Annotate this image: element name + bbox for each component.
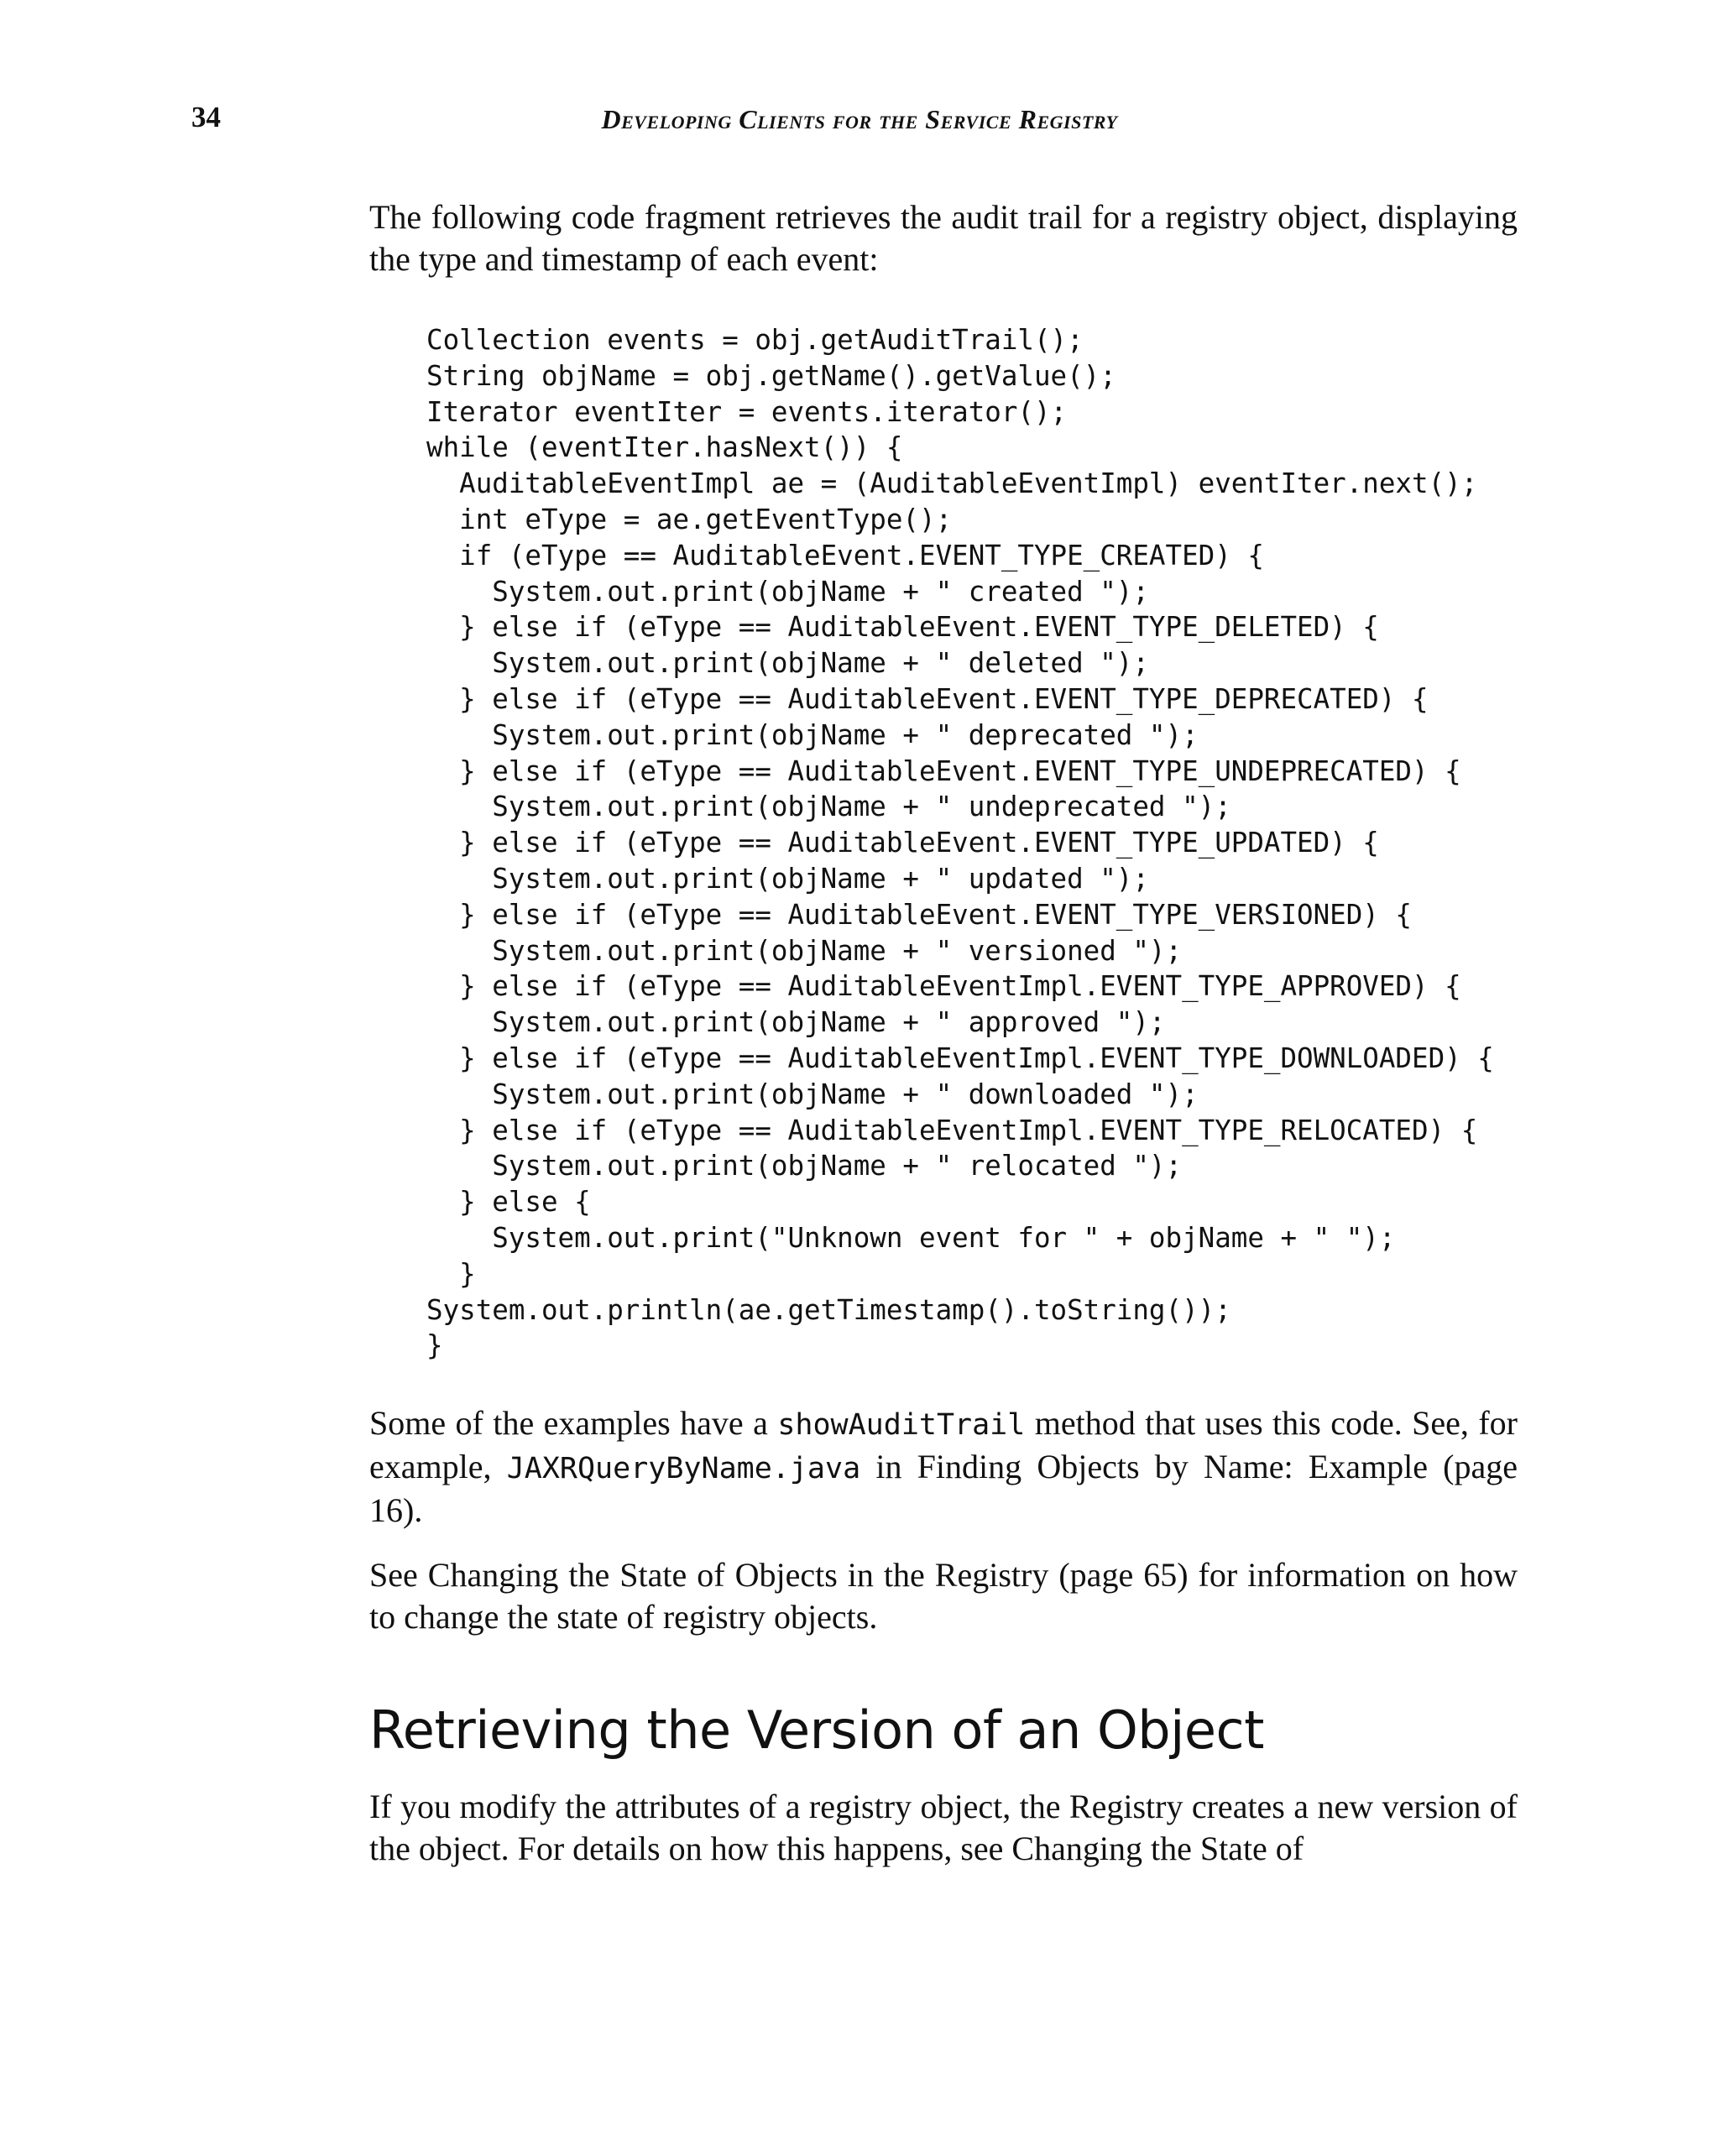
code-line: System.out.print(objName + " versioned "); <box>426 934 1183 967</box>
code-block <box>426 322 1518 1364</box>
code-line: System.out.print(objName + " deprecated "); <box>426 718 1199 751</box>
para2-text-3: in Finding Objects by Name: Example (page 16). <box>369 1448 1518 1530</box>
page-body <box>369 196 1518 1870</box>
code-line: System.out.print(objName + " approved "); <box>426 1006 1166 1039</box>
code-line: AuditableEventImpl ae = (AuditableEventImpl) eventIter.next(); <box>426 467 1478 500</box>
state-change-paragraph: See Changing the State of Objects in the Registry (page 65) for information on how to change the state of registry objects. <box>369 1556 1518 1637</box>
code-line: System.out.print(objName + " undeprecated "); <box>426 791 1231 823</box>
code-line: while (eventIter.hasNext()) { <box>426 431 903 464</box>
file-name: JAXRQueryByName.java <box>506 1452 861 1486</box>
para2-text-1: Some of the examples have a <box>369 1404 778 1443</box>
code-line: } else if (eType == AuditableEventImpl.EVENT_TYPE_APPROVED) { <box>426 970 1461 1003</box>
code-line: } else if (eType == AuditableEventImpl.EVENT_TYPE_RELOCATED) { <box>426 1114 1478 1146</box>
code-line: } else if (eType == AuditableEvent.EVENT_TYPE_DEPRECATED) { <box>426 682 1429 715</box>
code-line: System.out.print(objName + " relocated "); <box>426 1150 1183 1182</box>
code-line: Iterator eventIter = events.iterator(); <box>426 395 1068 428</box>
section-heading: Retrieving the Version of an Object <box>369 1699 1264 1762</box>
code-line: } else { <box>426 1186 591 1219</box>
method-name: showAuditTrail <box>777 1408 1026 1443</box>
code-line: } else if (eType == AuditableEvent.EVENT_TYPE_UNDEPRECATED) { <box>426 754 1461 787</box>
code-line: if (eType == AuditableEvent.EVENT_TYPE_CREATED) { <box>426 539 1264 572</box>
page-number: 34 <box>191 101 221 133</box>
code-line: Collection events = obj.getAuditTrail(); <box>426 324 1084 356</box>
code-line: String objName = obj.getName().getValue(); <box>426 359 1116 392</box>
audit-trail-paragraph <box>369 1402 1518 1532</box>
code-line: } else if (eType == AuditableEvent.EVENT_TYPE_VERSIONED) { <box>426 898 1412 931</box>
code-line: int eType = ae.getEventType(); <box>426 503 953 535</box>
running-head: Developing Clients for the Service Registry <box>601 104 1118 134</box>
code-line: System.out.println(ae.getTimestamp().toString()); <box>426 1293 1231 1326</box>
code-line: } else if (eType == AuditableEvent.EVENT_TYPE_UPDATED) { <box>426 827 1379 859</box>
code-line: } else if (eType == AuditableEvent.EVENT_TYPE_DELETED) { <box>426 611 1379 644</box>
para2-text-2: method that uses this code. See, for example, <box>369 1404 1518 1486</box>
code-line: } <box>426 1257 476 1290</box>
code-line: System.out.print(objName + " downloaded "); <box>426 1078 1199 1110</box>
code-line: System.out.print(objName + " created "); <box>426 575 1149 608</box>
code-line: System.out.print("Unknown event for " + objName + " "); <box>426 1221 1396 1254</box>
code-line: System.out.print(objName + " updated "); <box>426 862 1149 895</box>
version-paragraph: If you modify the attributes of a registry object, the Registry creates a new version of the object. For details on how this happens, see Changing the State of <box>369 1788 1518 1868</box>
code-line: } else if (eType == AuditableEventImpl.EVENT_TYPE_DOWNLOADED) { <box>426 1041 1494 1074</box>
code-line: System.out.print(objName + " deleted "); <box>426 647 1149 680</box>
intro-paragraph: The following code fragment retrieves the audit trail for a registry object, displaying the type and timestamp of each event: <box>369 198 1518 278</box>
code-line: } <box>426 1329 443 1362</box>
